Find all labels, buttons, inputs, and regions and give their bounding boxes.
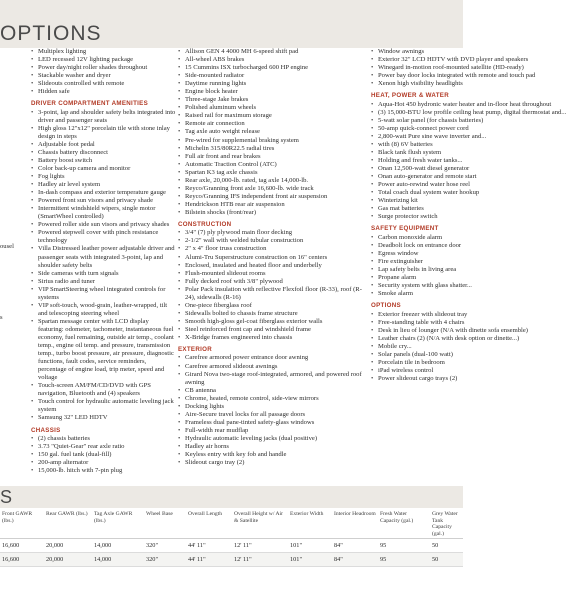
edge-fragment: s — [0, 314, 3, 321]
list-item: • Spartan message center with LCD display featuring: odometer, tachometer, instantaneous fuel economy, fuel remaining, outside air temp., coolant temp., engine oil temp. and pressure, transmission temp., turbo boost pressure, air pressure, diagnostic functions, fault codes, service reminders, percentage of engine load, trip meter, speed and voltage — [31, 318, 176, 382]
list-item: • Exterior 32" LCD HDTV with DVD player and speakers — [371, 56, 463, 64]
list-item: • X-Bridge frames engineered into chassis — [178, 334, 368, 342]
section-heading-driver: DRIVER COMPARTMENT AMENITIES — [31, 100, 149, 108]
list-item: • Winterizing kit — [371, 197, 463, 205]
table-cell: 101" — [288, 553, 332, 567]
list-item: • Bilstein shocks (front/rear) — [178, 209, 368, 217]
table-cell: 320" — [144, 553, 186, 567]
column-2 — [178, 48, 368, 467]
list-item: • Reyco/Granning IFS independent front air suspension — [178, 193, 368, 201]
table-cell: 14,000 — [92, 539, 144, 553]
table-cell: 14,000 — [92, 553, 144, 567]
list-item: • Hendrickson HTB rear air suspension — [178, 201, 368, 209]
list-item: • Touch control for hydraulic automatic leveling jack system — [31, 398, 176, 414]
specs-header: Overall Length — [186, 510, 232, 539]
list-item: • Frameless dual pane-tinted safety-glass windows — [178, 419, 368, 427]
list-item: • Reyco/Granning front axle 16,600-lb. wide track — [178, 185, 368, 193]
section-heading-safety: SAFETY EQUIPMENT — [371, 225, 439, 233]
list-item: • Samsung 32" LED HDTV — [31, 414, 176, 422]
list-item: • Power slideout cargo trays (2) — [371, 375, 463, 383]
specs-header: Rear GAWR (lbs.) — [44, 510, 92, 539]
list-item: • 150 gal. fuel tank (dual-fill) — [31, 451, 176, 459]
list-item: • 2,800-watt Pure sine wave inverter and... — [371, 133, 463, 141]
list-item: • Automatic Traction Control (ATC) — [178, 161, 368, 169]
title-band — [0, 0, 463, 48]
list-item: • Carefree armored power entrance door awning — [178, 354, 368, 362]
list-item: • Smoke alarm — [371, 290, 463, 298]
table-cell: 44' 11" — [186, 539, 232, 553]
list-item: • Gas mat batteries — [371, 205, 463, 213]
table-cell: 50 — [430, 539, 463, 553]
specs-header-row — [0, 510, 463, 539]
list-item: • Leather chairs (2) (N/A with desk option or dinette...) — [371, 335, 463, 343]
table-row — [0, 553, 463, 567]
list-item: • Full air front and rear brakes — [178, 153, 368, 161]
list-item: • Engine block heater — [178, 88, 368, 96]
list-item: • Allison GEN 4 4000 MH 6-speed shift pad — [178, 48, 368, 56]
list-item: • 3.73 "Quiet-Gear" rear axle ratio — [31, 443, 176, 451]
list-item: • High gloss 12"x12" porcelain tile with stone inlay design in steps — [31, 125, 176, 141]
list-item: • Porcelain tile in bedroom — [371, 359, 463, 367]
list-item: • Pre-wired for supplemental braking system — [178, 137, 368, 145]
table-cell: 20,000 — [44, 553, 92, 567]
list-item: • Window awnings — [371, 48, 463, 56]
list-item: • Onan 12,500-watt diesel generator — [371, 165, 463, 173]
list-item: • Chrome, heated, remote control, side-view mirrors — [178, 395, 368, 403]
table-cell: 95 — [378, 539, 430, 553]
table-cell: 20,000 — [44, 539, 92, 553]
list-item: • (2) chassis batteries — [31, 435, 176, 443]
list-item: • Desk in lieu of lounger (N/A with dinette sofa ensemble) — [371, 327, 463, 335]
list-item: • Slideout cargo tray (2) — [178, 459, 368, 467]
specs-header: Fresh Water Capacity (gal.) — [378, 510, 430, 539]
list-item: • Winegard in-motion roof-mounted satellite (HD-ready) — [371, 64, 463, 72]
list-item: • Powered roller side sun visors and privacy shades — [31, 221, 176, 229]
list-item: • Solar panels (dual-100 watt) — [371, 351, 463, 359]
list-item: • (3) 15,000-BTU low profile ceiling heat pump, digital thermostat and... — [371, 109, 463, 117]
list-item: • Multiplex lighting — [31, 48, 176, 56]
list-item: • Black tank flush system — [371, 149, 463, 157]
list-item: • Xenon high visibility headlights — [371, 80, 463, 88]
list-item: • 15,000-lb. hitch with 7-pin plug — [31, 467, 176, 475]
table-cell: 84" — [332, 539, 378, 553]
specs-header: Overall Height w/ Air & Satellite — [232, 510, 288, 539]
specs-header: Tag Axle GAWR (lbs.) — [92, 510, 144, 539]
list-heat-power-water — [371, 100, 566, 222]
table-cell: 101" — [288, 539, 332, 553]
specs-title: S — [0, 487, 13, 507]
list-item: • Intermittent windshield wipers, single motor (SmartWheel controlled) — [31, 205, 176, 221]
list-item: • VIP soft-touch, wood-grain, leather-wrapped, tilt and telescoping steering wheel — [31, 302, 176, 318]
list-item: • Girard Nova two-stage roof-integrated, armored, and powered roof awning — [178, 371, 368, 387]
table-cell: 16,600 — [0, 553, 44, 567]
table-cell: 95 — [378, 553, 430, 567]
list-item: • Surge protector switch — [371, 213, 463, 221]
list-item: • Deadbolt lock on entrance door — [371, 242, 463, 250]
section-heading-heat-power-water: HEAT, POWER & WATER — [371, 92, 449, 100]
list-item: • Keyless entry with key fob and handle — [178, 451, 368, 459]
list-item: • Steel reinforced front cap and windshield frame — [178, 326, 368, 334]
list-item: • Chassis battery disconnect — [31, 149, 176, 157]
list-item: • Sidewalls bolted to chassis frame structure — [178, 310, 368, 318]
list-item: • 3-point, lap and shoulder safety belts integrated into driver and passenger seats — [31, 109, 176, 125]
list-item: • Tag axle auto weight release — [178, 128, 368, 136]
list-item: • Color back-up camera and monitor — [31, 165, 176, 173]
list-item: • CB antenna — [178, 387, 368, 395]
list-item: • Mobile cry... — [371, 343, 463, 351]
list-item: • Remote air connection — [178, 120, 368, 128]
specs-header: Wheel Base — [144, 510, 186, 539]
list-options — [371, 310, 528, 383]
section-heading-construction: CONSTRUCTION — [178, 220, 232, 228]
list-item: • Alumi-Tru Superstructure construction on 16" centers — [178, 254, 368, 262]
table-row — [0, 539, 463, 553]
list-col1-top — [31, 48, 176, 96]
specs-header: Exterior Width — [288, 510, 332, 539]
list-item: • Hadley air horns — [178, 443, 368, 451]
specs-header: Grey Water Tank Capacity (gal.) — [430, 510, 463, 539]
list-item: • Fully decked roof with 3/8" plywood — [178, 278, 368, 286]
list-item: • 2-1/2" wall with welded tubular construction — [178, 237, 368, 245]
specifications-table — [0, 510, 463, 567]
list-item: • Full-width rear mudflap — [178, 427, 368, 435]
list-item: • Rear axle, 20,000-lb. rated, tag axle 14,000-lb. — [178, 177, 368, 185]
list-chassis — [31, 435, 176, 475]
list-item: • Exterior freezer with slideout tray — [371, 311, 463, 319]
list-item: • Smooth high-gloss gel-coat fiberglass exterior walls — [178, 318, 368, 326]
list-driver — [31, 109, 176, 423]
column-1 — [31, 48, 176, 475]
list-item: • Hydraulic automatic leveling jacks (dual positive) — [178, 435, 368, 443]
list-item: • Carefree armored slideout awnings — [178, 363, 368, 371]
list-item: • Side cameras with turn signals — [31, 270, 176, 278]
list-item: • Flush-mounted slideout rooms — [178, 270, 368, 278]
list-item: • Docking lights — [178, 403, 368, 411]
list-item: • Total coach dual system water hookup — [371, 189, 463, 197]
list-item: • Stackable washer and dryer — [31, 72, 176, 80]
list-item: • All-wheel ABS brakes — [178, 56, 368, 64]
list-item: • 5-watt solar panel (for chassis batteries) — [371, 117, 463, 125]
specs-title-band — [0, 486, 463, 508]
list-item: • Slideouts controlled with remote — [31, 80, 176, 88]
list-item: • Fog lights — [31, 173, 176, 181]
list-item: • Power day/night roller shades throughout — [31, 64, 176, 72]
table-cell: 16,600 — [0, 539, 44, 553]
table-cell: 50 — [430, 553, 463, 567]
table-cell: 84" — [332, 553, 378, 567]
list-item: • iPad wireless control — [371, 367, 463, 375]
list-item: • One-piece fiberglass roof — [178, 302, 368, 310]
list-item: • Adjustable foot pedal — [31, 141, 176, 149]
table-cell: 12' 11" — [232, 553, 288, 567]
list-item: • Free-standing table with 4 chairs — [371, 319, 463, 327]
specs-header: Interior Headroom — [332, 510, 378, 539]
section-heading-exterior: EXTERIOR — [178, 346, 213, 354]
list-item: • Daytime running lights — [178, 80, 368, 88]
list-item: • LED recessed 12V lighting package — [31, 56, 176, 64]
list-safety — [371, 233, 472, 298]
list-item: • Three-stage Jake brakes — [178, 96, 368, 104]
list-item: • Onan auto-generator and remote start — [371, 173, 463, 181]
list-item: • Michelin 315/80R22.5 radial tires — [178, 145, 368, 153]
list-item: • Sirius radio and tuner — [31, 278, 176, 286]
list-item: • Aqua-Hot 450 hydronic water heater and in-floor heat throughout — [371, 101, 463, 109]
list-item: • Enclosed, insulated and heated floor and underbelly — [178, 262, 368, 270]
list-item: • 200-amp alternator — [31, 459, 176, 467]
list-item: • 15 Cummins ISX turbocharged 600 HP engine — [178, 64, 368, 72]
list-item: • 2" x 4" floor truss construction — [178, 245, 368, 253]
list-item: • Polar Pack insulation with reflective Flexfoil floor (R-33), roof (R-24), sidewalls (R-16) — [178, 286, 368, 302]
list-item: • Battery boost switch — [31, 157, 176, 165]
specs-header: Front GAWR (lbs.) — [0, 510, 44, 539]
table-cell: 12' 11" — [232, 539, 288, 553]
list-item: • VIP SmartSteering wheel integrated controls for systems — [31, 286, 176, 302]
list-item: • In-dash compass and exterior temperature gauge — [31, 189, 176, 197]
list-item: • Security system with glass shatter... — [371, 282, 463, 290]
list-item: • with (8) 6V batteries — [371, 141, 463, 149]
list-item: • Aire-Secure travel locks for all passage doors — [178, 411, 368, 419]
list-item: • 50-amp quick-connect power cord — [371, 125, 463, 133]
list-item: • Hadley air level system — [31, 181, 176, 189]
list-item: • Raised rail for maximum storage — [178, 112, 368, 120]
section-heading-options: OPTIONS — [371, 302, 401, 310]
list-item: • Side-mounted radiator — [178, 72, 368, 80]
list-item: • Carbon monoxide alarm — [371, 234, 463, 242]
section-heading-chassis: CHASSIS — [31, 426, 61, 434]
list-col2-top — [178, 48, 368, 217]
list-item: • Hidden safe — [31, 88, 176, 96]
list-item: • Power bay door locks integrated with remote and touch pad — [371, 72, 463, 80]
list-col3-top — [371, 48, 536, 88]
table-cell: 44' 11" — [186, 553, 232, 567]
list-item: • Powered stepwell cover with pinch resistance technology — [31, 229, 176, 245]
list-item: • Powered front sun visors and privacy shade — [31, 197, 176, 205]
list-item: • Propane alarm — [371, 274, 463, 282]
list-item: • Touch-screen AM/FM/CD/DVD with GPS navigation, Bluetooth and (4) speakers — [31, 382, 176, 398]
list-item: • Fire extinguisher — [371, 258, 463, 266]
list-item: • Spartan K3 tag axle chassis — [178, 169, 368, 177]
table-cell: 320" — [144, 539, 186, 553]
list-item: • Lap safety belts in living area — [371, 266, 463, 274]
list-item: • Villa Distressed leather power adjustable driver and passenger seats with integrated 3-point, lap and shoulder safety belts — [31, 245, 176, 269]
list-exterior — [178, 354, 368, 467]
list-item: • Polished aluminum wheels — [178, 104, 368, 112]
list-item: • 3/4" (7) ply plywood main floor decking — [178, 229, 368, 237]
list-item: • Power auto-rewind water hose reel — [371, 181, 463, 189]
list-construction — [178, 229, 368, 342]
edge-fragment: ousel — [0, 243, 14, 250]
column-3 — [371, 48, 566, 383]
page-title: OPTIONS — [0, 22, 102, 45]
list-item: • Egress window — [371, 250, 463, 258]
list-item: • Holding and fresh water tanks... — [371, 157, 463, 165]
